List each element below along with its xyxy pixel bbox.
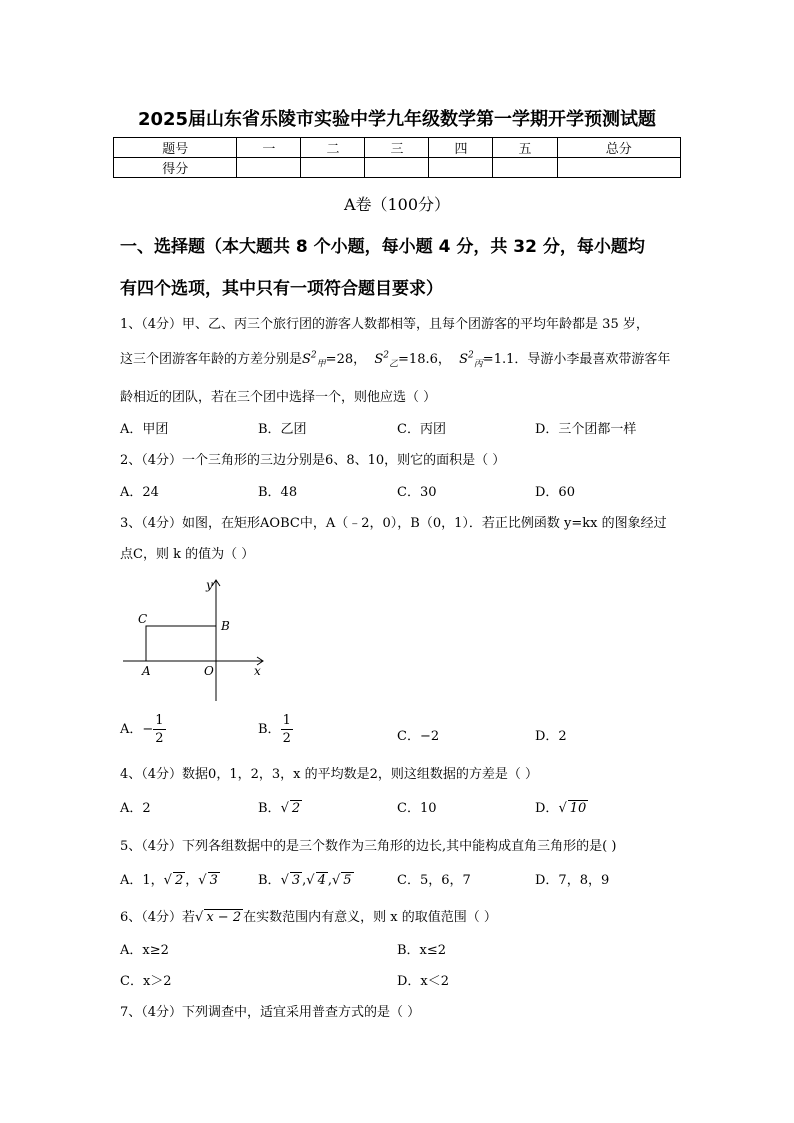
q2-option-a[interactable]: A．24 — [120, 485, 159, 500]
q1-s-bing-val: =1.1．导游小李最喜欢带游客年 — [482, 352, 671, 367]
label-y: y — [206, 578, 213, 592]
q1-option-d[interactable]: D．三个团都一样 — [535, 422, 637, 437]
q1-s-jia-val: =28， — [325, 352, 367, 367]
q2-option-c[interactable]: C．30 — [397, 485, 437, 500]
q5-option-b[interactable]: B．√ 3 ,√ 4 ,√ 5 — [258, 873, 352, 888]
rectangle-aobc — [146, 626, 216, 661]
q3-line1: 3、（4分）如图，在矩形AOBC中，A（﹣2，0），B（0，1）．若正比例函数 y=kx 的图象经过 — [120, 516, 667, 531]
q5-option-c[interactable]: C．5，6，7 — [397, 873, 471, 888]
q1-line2-pre: 这三个团游客年龄的方差分别是 — [120, 352, 303, 367]
q6-text: 6、（4分）若√ x − 2 在实数范围内有意义，则 x 的取值范围（ ） — [120, 910, 497, 925]
score-table-score-row — [114, 158, 681, 178]
score-table-header-row — [114, 138, 681, 158]
label-b: B — [221, 619, 230, 633]
score-cell-4: 四 — [429, 138, 493, 158]
q1-option-b[interactable]: B．乙团 — [258, 422, 307, 437]
score-row-label: 得分 — [114, 158, 237, 178]
q1-option-a[interactable]: A．甲团 — [120, 422, 169, 437]
score-cell-total: 总分 — [557, 138, 681, 158]
q3-rectangle-graph — [118, 575, 268, 705]
q6-option-b[interactable]: B．x≤2 — [397, 943, 447, 958]
score-input-3 — [365, 158, 429, 178]
q3-option-b[interactable]: B． $\frac{1}{2}$ — [258, 713, 291, 746]
q4-option-a[interactable]: A．2 — [120, 801, 151, 816]
q4-text: 4、（4分）数据0，1，2，3，x 的平均数是2，则这组数据的方差是（ ） — [120, 767, 538, 782]
score-table — [113, 137, 681, 178]
score-input-1 — [237, 158, 301, 178]
q1-s-bing: $S^2_丙$ — [459, 350, 483, 370]
q7-text: 7、（4分）下列调查中，适宜采用普查方式的是（ ） — [120, 1005, 421, 1020]
part1-heading-line1: 一、选择题（本大题共 8 个小题，每小题 4 分，共 32 分，每小题均 — [120, 237, 645, 257]
part1-heading-line2: 有四个选项，其中只有一项符合题目要求） — [120, 279, 443, 299]
label-x: x — [254, 664, 261, 678]
score-input-2 — [301, 158, 365, 178]
label-a: A — [142, 664, 151, 678]
label-c: C — [138, 612, 148, 626]
q3-option-a[interactable]: A．− $\frac{1}{2}$ — [120, 713, 164, 746]
score-input-5 — [493, 158, 557, 178]
q3-line2: 点C，则 k 的值为（ ） — [120, 547, 255, 562]
q1-line3: 龄相近的团队，若在三个团中选择一个，则他应选（ ） — [120, 390, 437, 405]
score-cell-5: 五 — [493, 138, 557, 158]
q1-s-yi-val: =18.6， — [398, 352, 451, 367]
label-o: O — [204, 664, 214, 678]
score-cell-label: 题号 — [114, 138, 237, 158]
score-cell-2: 二 — [301, 138, 365, 158]
q4-option-d[interactable]: D．√ 10 — [535, 801, 587, 816]
q4-option-b[interactable]: B．√ 2 — [258, 801, 301, 816]
q1-s-yi: $S^2_乙$ — [374, 350, 399, 370]
q6-option-c[interactable]: C．x＞2 — [120, 974, 172, 989]
q4-option-c[interactable]: C．10 — [397, 801, 437, 816]
q3-option-d[interactable]: D．2 — [535, 729, 567, 744]
score-cell-1: 一 — [237, 138, 301, 158]
q6-option-a[interactable]: A．x≥2 — [120, 943, 169, 958]
score-cell-3: 三 — [365, 138, 429, 158]
q5-option-d[interactable]: D．7，8，9 — [535, 873, 610, 888]
exam-title: 2025届山东省乐陵市实验中学九年级数学第一学期开学预测试题 — [137, 109, 657, 130]
section-a-heading: A卷（100分） — [343, 195, 451, 214]
score-input-total — [557, 158, 681, 178]
q1-option-c[interactable]: C．丙团 — [397, 422, 446, 437]
q2-text: 2、（4分）一个三角形的三边分别是6、8、10，则它的面积是（ ） — [120, 453, 506, 468]
q5-option-a[interactable]: A．1，√ 2 ，√ 3 — [120, 873, 218, 888]
q1-line1: 1、（4分）甲、乙、丙三个旅行团的游客人数都相等，且每个团游客的平均年龄都是 35 岁， — [120, 317, 649, 332]
q1-s-jia: $S^2_甲$ — [302, 350, 326, 370]
q2-option-b[interactable]: B．48 — [258, 485, 298, 500]
q3-option-c[interactable]: C．−2 — [397, 729, 440, 744]
q1-line2 — [120, 348, 670, 370]
q6-option-d[interactable]: D．x＜2 — [397, 974, 450, 989]
q5-text: 5、（4分）下列各组数据中的是三个数作为三角形的边长,其中能构成直角三角形的是( ) — [120, 839, 617, 854]
score-input-4 — [429, 158, 493, 178]
q2-option-d[interactable]: D．60 — [535, 485, 575, 500]
